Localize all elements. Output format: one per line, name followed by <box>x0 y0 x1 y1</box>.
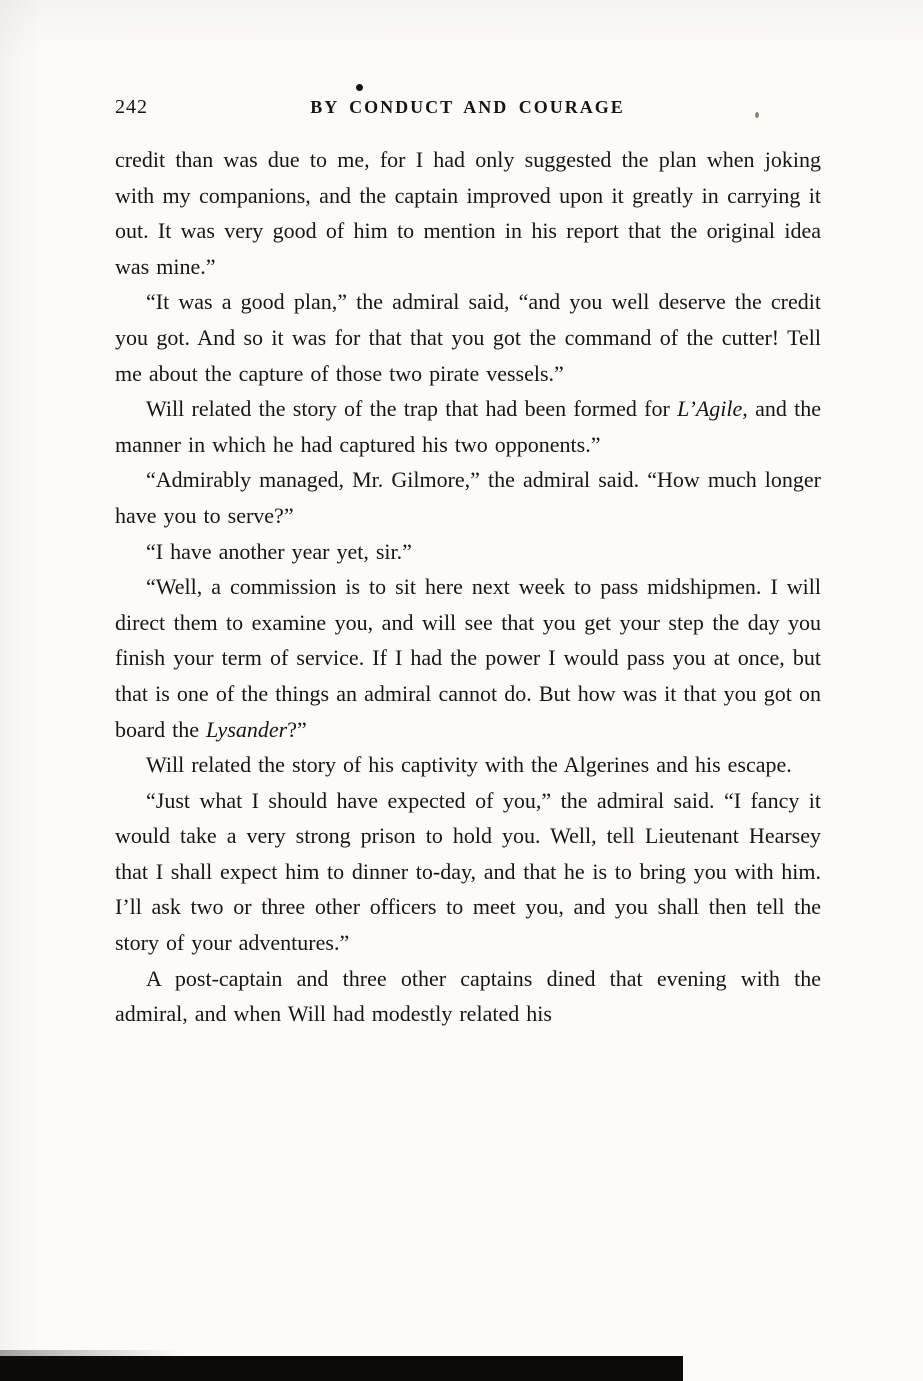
running-title: BY CONDUCT AND COURAGE <box>310 97 625 117</box>
text-run: “Well, a commission is to sit here next week to pass midshipmen. I will direct them to examine you, and will see that you get your step the day you finish your term of service. If I had the power I would pass you at once, but that is one of the things an admiral cannot do. But how was it that you got on board the <box>115 574 821 742</box>
text-run: Will related the story of the trap that had been formed for <box>146 396 678 422</box>
page-body <box>115 142 821 1032</box>
paragraph <box>115 961 821 1032</box>
paragraph <box>115 142 821 284</box>
text-run: “It was a good plan,” the admiral said, “and you well deserve the credit you got. And so it was for that that you got the command of the cutter! Tell me about the capture of those two pirate vessels.” <box>115 289 821 386</box>
text-run: , and the manner in which he had captured his two opponents.” <box>115 396 821 457</box>
text-run: ?” <box>287 716 307 742</box>
text-run: “Just what I should have expected of you,” the admiral said. “I fancy it would take a very strong prison to hold you. Well, tell Lieutenant Hearsey that I shall expect him to dinner to-day, and that he is to bring you with him. I’ll ask two or three other officers to meet you, and you shall then tell the story of your adventures.” <box>115 787 821 956</box>
text-run: “I have another year yet, sir.” <box>146 538 412 564</box>
ink-speck <box>356 84 363 91</box>
scan-artifact-bar <box>0 1356 683 1381</box>
italic-text-run: Lysander <box>205 716 288 742</box>
paragraph <box>115 284 821 391</box>
paragraph <box>115 534 821 570</box>
paragraph <box>115 747 821 783</box>
page-number: 242 <box>115 96 148 118</box>
paragraph <box>115 391 821 462</box>
paragraph <box>115 783 821 961</box>
page-header <box>115 96 820 126</box>
text-run: credit than was due to me, for I had only suggested the plan when joking with my companions, and the captain improved upon it greatly in carrying it out. It was very good of him to mention in his report that the original idea was mine.” <box>115 147 821 279</box>
paragraph <box>115 462 821 533</box>
paragraph <box>115 569 821 747</box>
text-run: “Admirably managed, Mr. Gilmore,” the admiral said. “How much longer have you to serve?” <box>115 467 821 528</box>
text-run: Will related the story of his captivity with the Algerines and his escape. <box>146 752 792 778</box>
italic-text-run: L’Agile <box>677 396 743 422</box>
text-run: A post-captain and three other captains dined that evening with the admiral, and when Will had modestly related his <box>115 965 821 1027</box>
